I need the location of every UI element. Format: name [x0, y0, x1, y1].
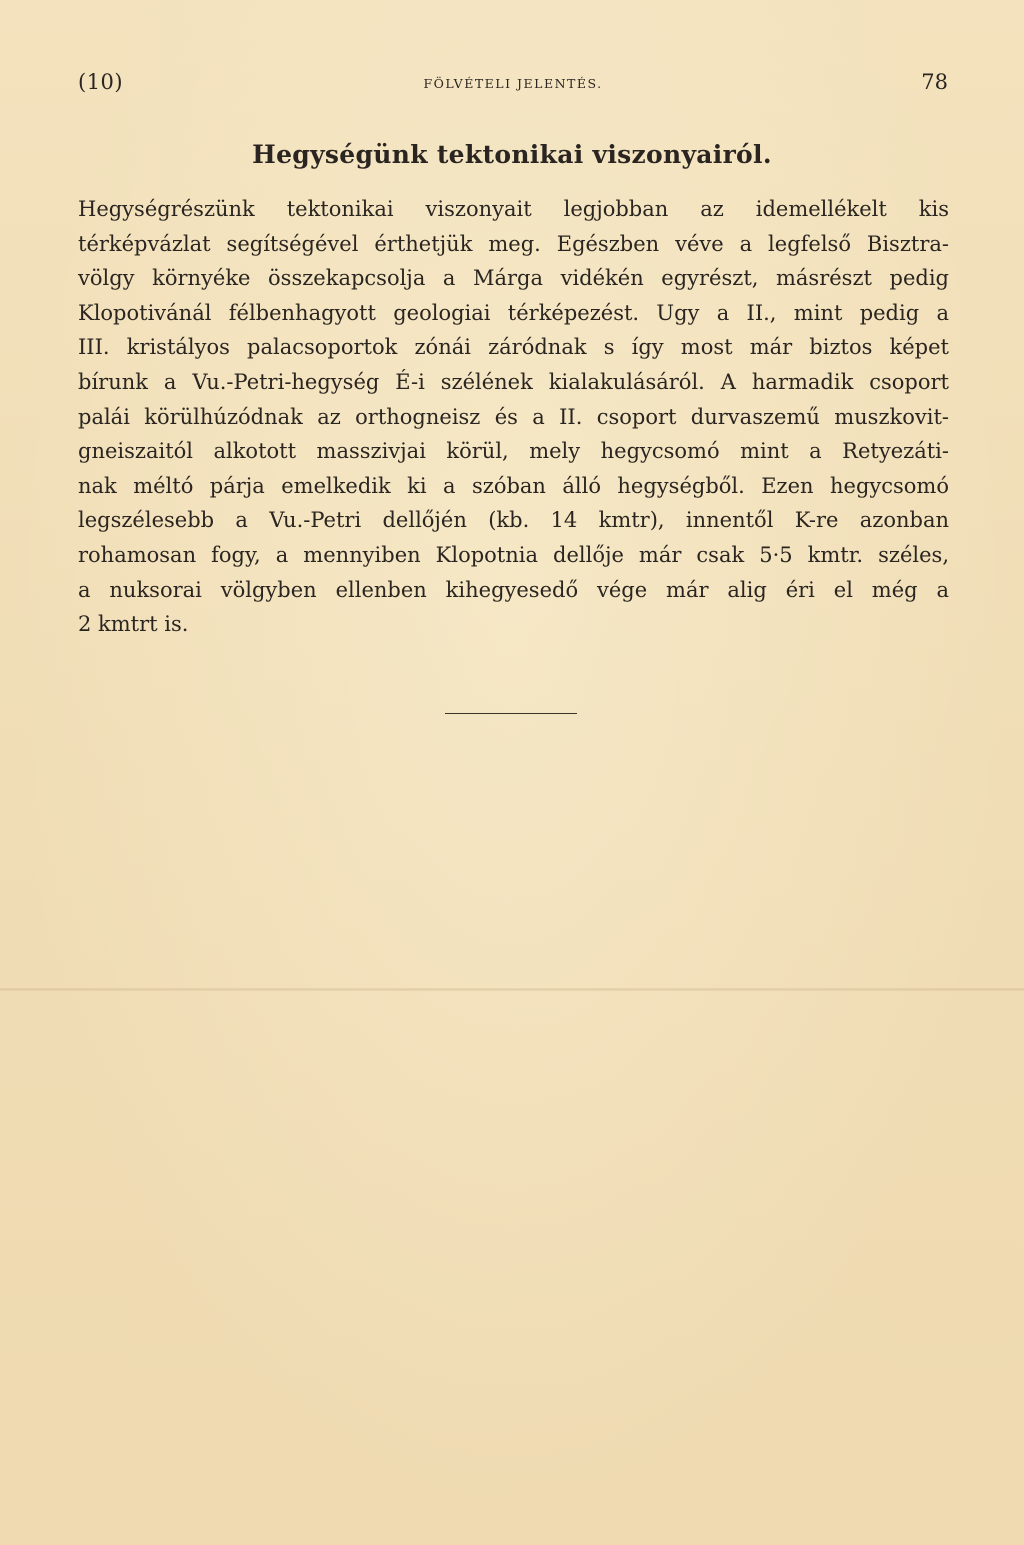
paragraph-line: palái körülhúzódnak az orthogneisz és a II. csoport durvaszemű muszkovit- — [78, 404, 949, 429]
paragraph-line: nak méltó párja emelkedik ki a szóban álló hegységből. Ezen hegycsomó — [78, 473, 949, 498]
paragraph-line: Klopotivánál félbenhagyott geologiai térképezést. Ugy a II., mint pedig a — [78, 300, 949, 325]
paragraph-line: térképvázlat segítségével érthetjük meg. Egészben véve a legfelső Bisztra- — [78, 231, 949, 256]
paragraph-line: a nuksorai völgyben ellenben kihegyesedő vége már alig éri el még a — [78, 577, 949, 602]
section-title: Hegységünk tektonikai viszonyairól. — [252, 140, 772, 169]
page-number: 78 — [921, 70, 948, 94]
section-end-rule — [445, 713, 577, 714]
page-label: (10) — [78, 70, 124, 94]
paragraph-line: gneiszaitól alkotott masszivjai körül, mely hegycsomó mint a Retyezáti- — [78, 439, 949, 464]
page-header — [78, 70, 948, 100]
paragraph-line: bírunk a Vu.-Petri-hegység É-i szélének kialakulásáról. A harmadik csoport — [78, 369, 949, 394]
paragraph-line: legszélesebb a Vu.-Petri dellőjén (kb. 14 kmtr), innentől K-re azonban — [78, 508, 949, 533]
page-fold-line — [0, 988, 1024, 991]
body-paragraph — [78, 192, 949, 642]
paragraph-line: 2 kmtrt is. — [78, 612, 189, 637]
paragraph-line: rohamosan fogy, a mennyiben Klopotnia dellője már csak 5·5 kmtr. széles, — [78, 542, 949, 567]
running-title: FÖLVÉTELI JELENTÉS. — [423, 76, 603, 91]
paragraph-line: III. kristályos palacsoportok zónái záródnak s így most már biztos képet — [78, 335, 949, 360]
paragraph-line: völgy környéke összekapcsolja a Márga vidékén egyrészt, másrészt pedig — [78, 266, 949, 291]
paragraph-line: Hegységrészünk tektonikai viszonyait legjobban az idemellékelt kis — [78, 197, 949, 221]
